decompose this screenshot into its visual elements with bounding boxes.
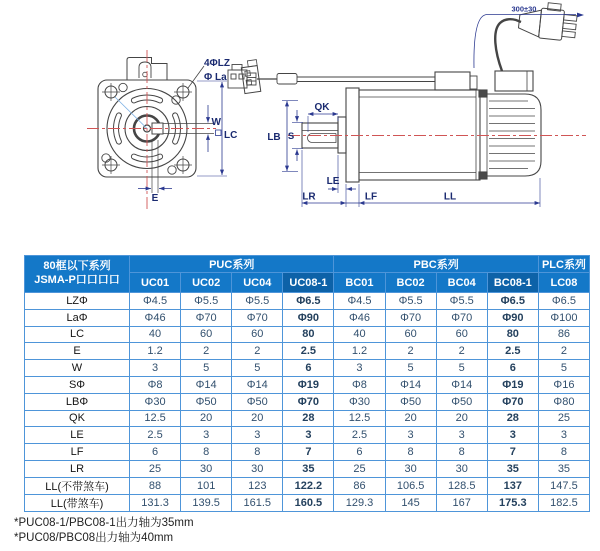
spec-cell: Φ100 <box>538 309 589 326</box>
model-header: BC04 <box>436 273 487 293</box>
spec-cell: 2 <box>232 343 283 360</box>
spec-cell: Φ6.5 <box>487 293 538 310</box>
spec-cell: 8 <box>181 444 232 461</box>
model-header: LC08 <box>538 273 589 293</box>
spec-cell: 6 <box>283 360 334 377</box>
spec-cell: 30 <box>181 460 232 477</box>
spec-cell: Φ30 <box>130 393 181 410</box>
spec-cell: Φ8 <box>130 376 181 393</box>
row-label: SΦ <box>25 376 130 393</box>
spec-cell: Φ70 <box>283 393 334 410</box>
spec-cell: 2 <box>181 343 232 360</box>
corner-title-line1: 80框以下系列 <box>43 260 111 273</box>
spec-cell: 8 <box>436 444 487 461</box>
spec-cell: 5 <box>436 360 487 377</box>
spec-cell: 137 <box>487 477 538 494</box>
spec-cell: 6 <box>334 444 385 461</box>
spec-cell: 131.3 <box>130 494 181 511</box>
spec-cell: 1.2 <box>130 343 181 360</box>
spec-cell: 60 <box>181 326 232 343</box>
model-header: UC04 <box>232 273 283 293</box>
spec-cell: 30 <box>436 460 487 477</box>
spec-cell: Φ30 <box>334 393 385 410</box>
spec-cell: 160.5 <box>283 494 334 511</box>
spec-cell: Φ70 <box>232 309 283 326</box>
spec-cell: 35 <box>487 460 538 477</box>
spec-cell: 3 <box>130 360 181 377</box>
row-label: LF <box>25 444 130 461</box>
dimension-lines <box>138 13 584 207</box>
spec-cell: Φ90 <box>487 309 538 326</box>
spec-cell: Φ14 <box>181 376 232 393</box>
spec-cell: 139.5 <box>181 494 232 511</box>
spec-cell: Φ50 <box>181 393 232 410</box>
spec-cell: Φ16 <box>538 376 589 393</box>
spec-cell: 175.3 <box>487 494 538 511</box>
dim-label-s: S <box>287 131 295 142</box>
table-row <box>25 460 590 477</box>
spec-cell: 129.3 <box>334 494 385 511</box>
table-corner-title <box>25 256 130 293</box>
table-row <box>25 427 590 444</box>
dim-label-le: LE <box>326 176 340 187</box>
footnote: *PUC08-1/PBC08-1出力轴为35mm <box>14 517 194 529</box>
row-label: LL(带煞车) <box>25 494 130 511</box>
model-header: UC08-1 <box>283 273 334 293</box>
table-row <box>25 309 590 326</box>
spec-cell: 12.5 <box>130 410 181 427</box>
spec-cell: 2 <box>538 343 589 360</box>
row-label: LR <box>25 460 130 477</box>
spec-cell: 20 <box>385 410 436 427</box>
row-label: E <box>25 343 130 360</box>
row-label: LZΦ <box>25 293 130 310</box>
table-row <box>25 494 590 511</box>
spec-cell: 60 <box>232 326 283 343</box>
spec-cell: 3 <box>334 360 385 377</box>
spec-cell: 8 <box>538 444 589 461</box>
spec-cell: 123 <box>232 477 283 494</box>
spec-cell: Φ50 <box>436 393 487 410</box>
dim-label-la: Φ La <box>204 72 227 83</box>
footnotes <box>14 516 194 545</box>
table-row <box>25 444 590 461</box>
model-header: BC01 <box>334 273 385 293</box>
spec-cell: 3 <box>487 427 538 444</box>
row-label: LBΦ <box>25 393 130 410</box>
spec-cell: 8 <box>385 444 436 461</box>
spec-cell: Φ80 <box>538 393 589 410</box>
spec-cell: 5 <box>181 360 232 377</box>
table-row <box>25 343 590 360</box>
spec-cell: 25 <box>334 460 385 477</box>
spec-cell: 20 <box>181 410 232 427</box>
table-row <box>25 477 590 494</box>
spec-table-body <box>25 293 590 512</box>
table-row <box>25 360 590 377</box>
series-header: PUC系列 <box>130 256 334 273</box>
spec-cell: 2.5 <box>283 343 334 360</box>
dim-label-cable-length: 300±30 <box>511 4 537 14</box>
spec-cell: 3 <box>283 427 334 444</box>
spec-cell: 101 <box>181 477 232 494</box>
table-row <box>25 293 590 310</box>
spec-cell: 60 <box>385 326 436 343</box>
spec-cell: Φ4.5 <box>130 293 181 310</box>
spec-cell: Φ5.5 <box>181 293 232 310</box>
spec-cell: 6 <box>130 444 181 461</box>
spec-cell: 2.5 <box>130 427 181 444</box>
spec-cell: Φ14 <box>385 376 436 393</box>
spec-cell: Φ19 <box>487 376 538 393</box>
spec-cell: 5 <box>232 360 283 377</box>
spec-cell: Φ14 <box>436 376 487 393</box>
spec-cell: 145 <box>385 494 436 511</box>
spec-cell: 60 <box>436 326 487 343</box>
spec-cell: 25 <box>130 460 181 477</box>
spec-cell: 3 <box>436 427 487 444</box>
spec-cell: 2 <box>385 343 436 360</box>
model-header: BC08-1 <box>487 273 538 293</box>
series-header: PBC系列 <box>334 256 538 273</box>
dim-label-w: W <box>211 117 221 128</box>
dim-label-lf: LF <box>364 191 378 203</box>
spec-cell: 35 <box>538 460 589 477</box>
spec-cell: 28 <box>487 410 538 427</box>
spec-cell: Φ46 <box>130 309 181 326</box>
spec-cell: 25 <box>538 410 589 427</box>
model-header: BC02 <box>385 273 436 293</box>
spec-cell: 5 <box>385 360 436 377</box>
dim-label-lr: LR <box>302 191 316 203</box>
spec-cell: Φ5.5 <box>385 293 436 310</box>
spec-cell: Φ70 <box>385 309 436 326</box>
spec-cell: 2.5 <box>487 343 538 360</box>
spec-cell: 3 <box>538 427 589 444</box>
model-header: UC02 <box>181 273 232 293</box>
spec-cell: 80 <box>487 326 538 343</box>
spec-cell: 88 <box>130 477 181 494</box>
spec-cell: 3 <box>181 427 232 444</box>
spec-cell: 7 <box>487 444 538 461</box>
spec-cell: 86 <box>334 477 385 494</box>
row-label: LL(不带煞车) <box>25 477 130 494</box>
spec-cell: 147.5 <box>538 477 589 494</box>
spec-cell: Φ8 <box>334 376 385 393</box>
spec-cell: 161.5 <box>232 494 283 511</box>
dim-label-e: E <box>151 193 159 204</box>
row-label: QK <box>25 410 130 427</box>
series-header: PLC系列 <box>538 256 589 273</box>
spec-cell: 12.5 <box>334 410 385 427</box>
motor-side-view <box>240 0 578 182</box>
spec-cell: Φ50 <box>232 393 283 410</box>
spec-cell: 30 <box>385 460 436 477</box>
spec-cell: Φ70 <box>181 309 232 326</box>
spec-cell: 3 <box>232 427 283 444</box>
row-label: LE <box>25 427 130 444</box>
dim-label-ll: LL <box>443 191 457 203</box>
spec-cell: 20 <box>232 410 283 427</box>
spec-cell: 20 <box>436 410 487 427</box>
spec-cell: Φ90 <box>283 309 334 326</box>
row-label: W <box>25 360 130 377</box>
spec-cell: 30 <box>232 460 283 477</box>
spec-table <box>24 255 590 512</box>
spec-cell: 86 <box>538 326 589 343</box>
spec-cell: 35 <box>283 460 334 477</box>
spec-cell: 2 <box>436 343 487 360</box>
spec-cell: 122.2 <box>283 477 334 494</box>
spec-cell: 40 <box>334 326 385 343</box>
row-label: LaΦ <box>25 309 130 326</box>
row-label: LC <box>25 326 130 343</box>
dim-label-qk: QK <box>314 102 330 113</box>
table-row <box>25 410 590 427</box>
spec-cell: Φ6.5 <box>283 293 334 310</box>
model-header: UC01 <box>130 273 181 293</box>
spec-cell: 7 <box>283 444 334 461</box>
motor-front-view <box>98 58 214 194</box>
spec-cell: 80 <box>283 326 334 343</box>
spec-cell: 2.5 <box>334 427 385 444</box>
spec-cell: Φ14 <box>232 376 283 393</box>
spec-cell: 8 <box>232 444 283 461</box>
spec-cell: Φ4.5 <box>334 293 385 310</box>
spec-cell: 106.5 <box>385 477 436 494</box>
table-row <box>25 393 590 410</box>
spec-cell: Φ6.5 <box>538 293 589 310</box>
spec-cell: Φ5.5 <box>436 293 487 310</box>
spec-cell: Φ19 <box>283 376 334 393</box>
spec-cell: 167 <box>436 494 487 511</box>
spec-cell: Φ50 <box>385 393 436 410</box>
spec-cell: 1.2 <box>334 343 385 360</box>
spec-cell: 40 <box>130 326 181 343</box>
footnote: *PUC08/PBC08出力轴为40mm <box>14 531 174 544</box>
spec-cell: 128.5 <box>436 477 487 494</box>
spec-table-head <box>25 256 590 293</box>
table-row <box>25 326 590 343</box>
spec-cell: Φ70 <box>487 393 538 410</box>
spec-cell: Φ46 <box>334 309 385 326</box>
spec-cell: 5 <box>538 360 589 377</box>
spec-cell: Φ70 <box>436 309 487 326</box>
dim-label-lc: LC <box>224 130 238 141</box>
spec-cell: 28 <box>283 410 334 427</box>
dim-label-lz: 4ΦLZ <box>204 58 230 69</box>
spec-cell: 6 <box>487 360 538 377</box>
spec-cell: Φ5.5 <box>232 293 283 310</box>
corner-title-line2: JSMA-P口口口口 <box>34 274 120 286</box>
spec-cell: 3 <box>385 427 436 444</box>
spec-cell: 182.5 <box>538 494 589 511</box>
table-row <box>25 376 590 393</box>
dim-label-lb: LB <box>267 132 281 143</box>
motor-dimension-drawing <box>0 0 600 250</box>
